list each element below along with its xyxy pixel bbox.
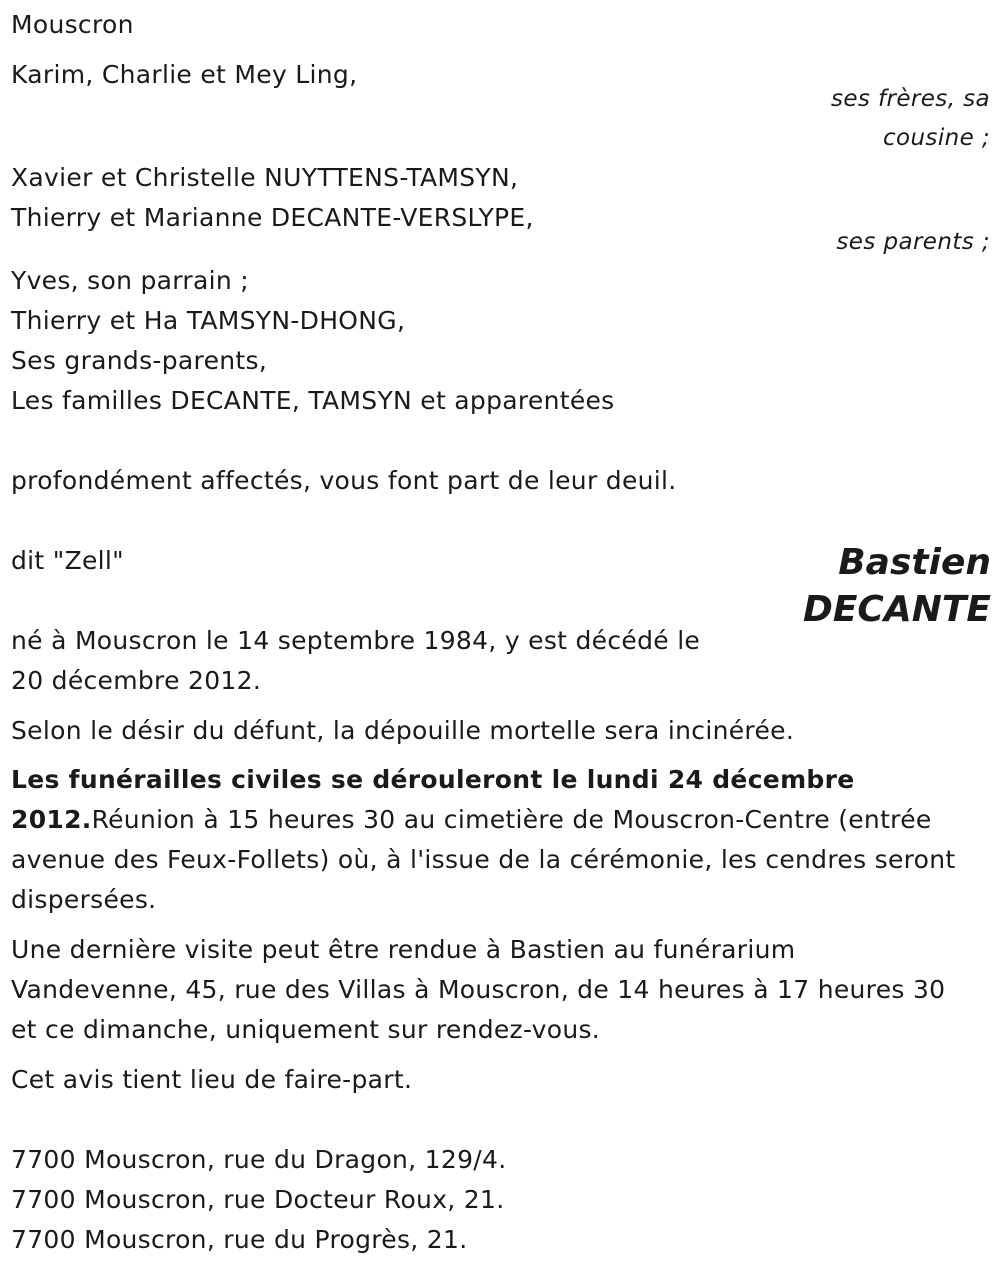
funeral-rest-line-1: Réunion à 15 heures 30 au cimetière de Mouscron-Centre (entrée [91, 805, 932, 834]
funeral-line-2 [11, 805, 932, 835]
godfather-line: Yves, son parrain ; [11, 266, 249, 295]
notice-line: Cet avis tient lieu de faire-part. [11, 1065, 413, 1094]
nickname-line: dit "Zell" [11, 546, 124, 575]
funeral-bold-year: 2012. [11, 805, 92, 834]
address-line-2: 7700 Mouscron, rue Docteur Roux, 21. [11, 1185, 505, 1214]
announcement-line: profondément affectés, vous font part de leur deuil. [11, 466, 677, 495]
grandparents-line-1: Thierry et Ha TAMSYN-DHONG, [11, 306, 406, 335]
address-line-3: 7700 Mouscron, rue du Progrès, 21. [11, 1225, 468, 1254]
siblings-role-line-1: ses frères, sa [830, 86, 990, 112]
parents-line-1: Xavier et Christelle NUYTTENS-TAMSYN, [11, 163, 519, 192]
deceased-last-name: DECANTE [802, 589, 991, 630]
deceased-first-name: Bastien [838, 542, 991, 583]
siblings-role-line-2: cousine ; [882, 125, 990, 151]
visit-line-2: Vandevenne, 45, rue des Villas à Mouscron, de 14 heures à 17 heures 30 [11, 975, 946, 1004]
grandparents-line-2: Ses grands-parents, [11, 346, 268, 375]
visit-line-3: et ce dimanche, uniquement sur rendez-vous. [11, 1015, 601, 1044]
address-line-1: 7700 Mouscron, rue du Dragon, 129/4. [11, 1145, 507, 1174]
cremation-line: Selon le désir du défunt, la dépouille mortelle sera incinérée. [11, 716, 795, 745]
place-heading: Mouscron [11, 10, 134, 39]
funeral-rest-line-3: dispersées. [11, 885, 157, 914]
birth-line-1: né à Mouscron le 14 septembre 1984, y est décédé le [11, 626, 701, 655]
visit-line-1: Une dernière visite peut être rendue à Bastien au funérarium [11, 935, 796, 964]
parents-line-2: Thierry et Marianne DECANTE-VERSLYPE, [11, 203, 534, 232]
funeral-bold-line-1: Les funérailles civiles se dérouleront le lundi 24 décembre [11, 765, 855, 794]
siblings-line: Karim, Charlie et Mey Ling, [11, 60, 358, 89]
parents-role: ses parents ; [836, 229, 990, 255]
birth-line-2: 20 décembre 2012. [11, 666, 262, 695]
families-line: Les familles DECANTE, TAMSYN et apparentées [11, 386, 615, 415]
funeral-rest-line-2: avenue des Feux-Follets) où, à l'issue de la cérémonie, les cendres seront [11, 845, 956, 874]
